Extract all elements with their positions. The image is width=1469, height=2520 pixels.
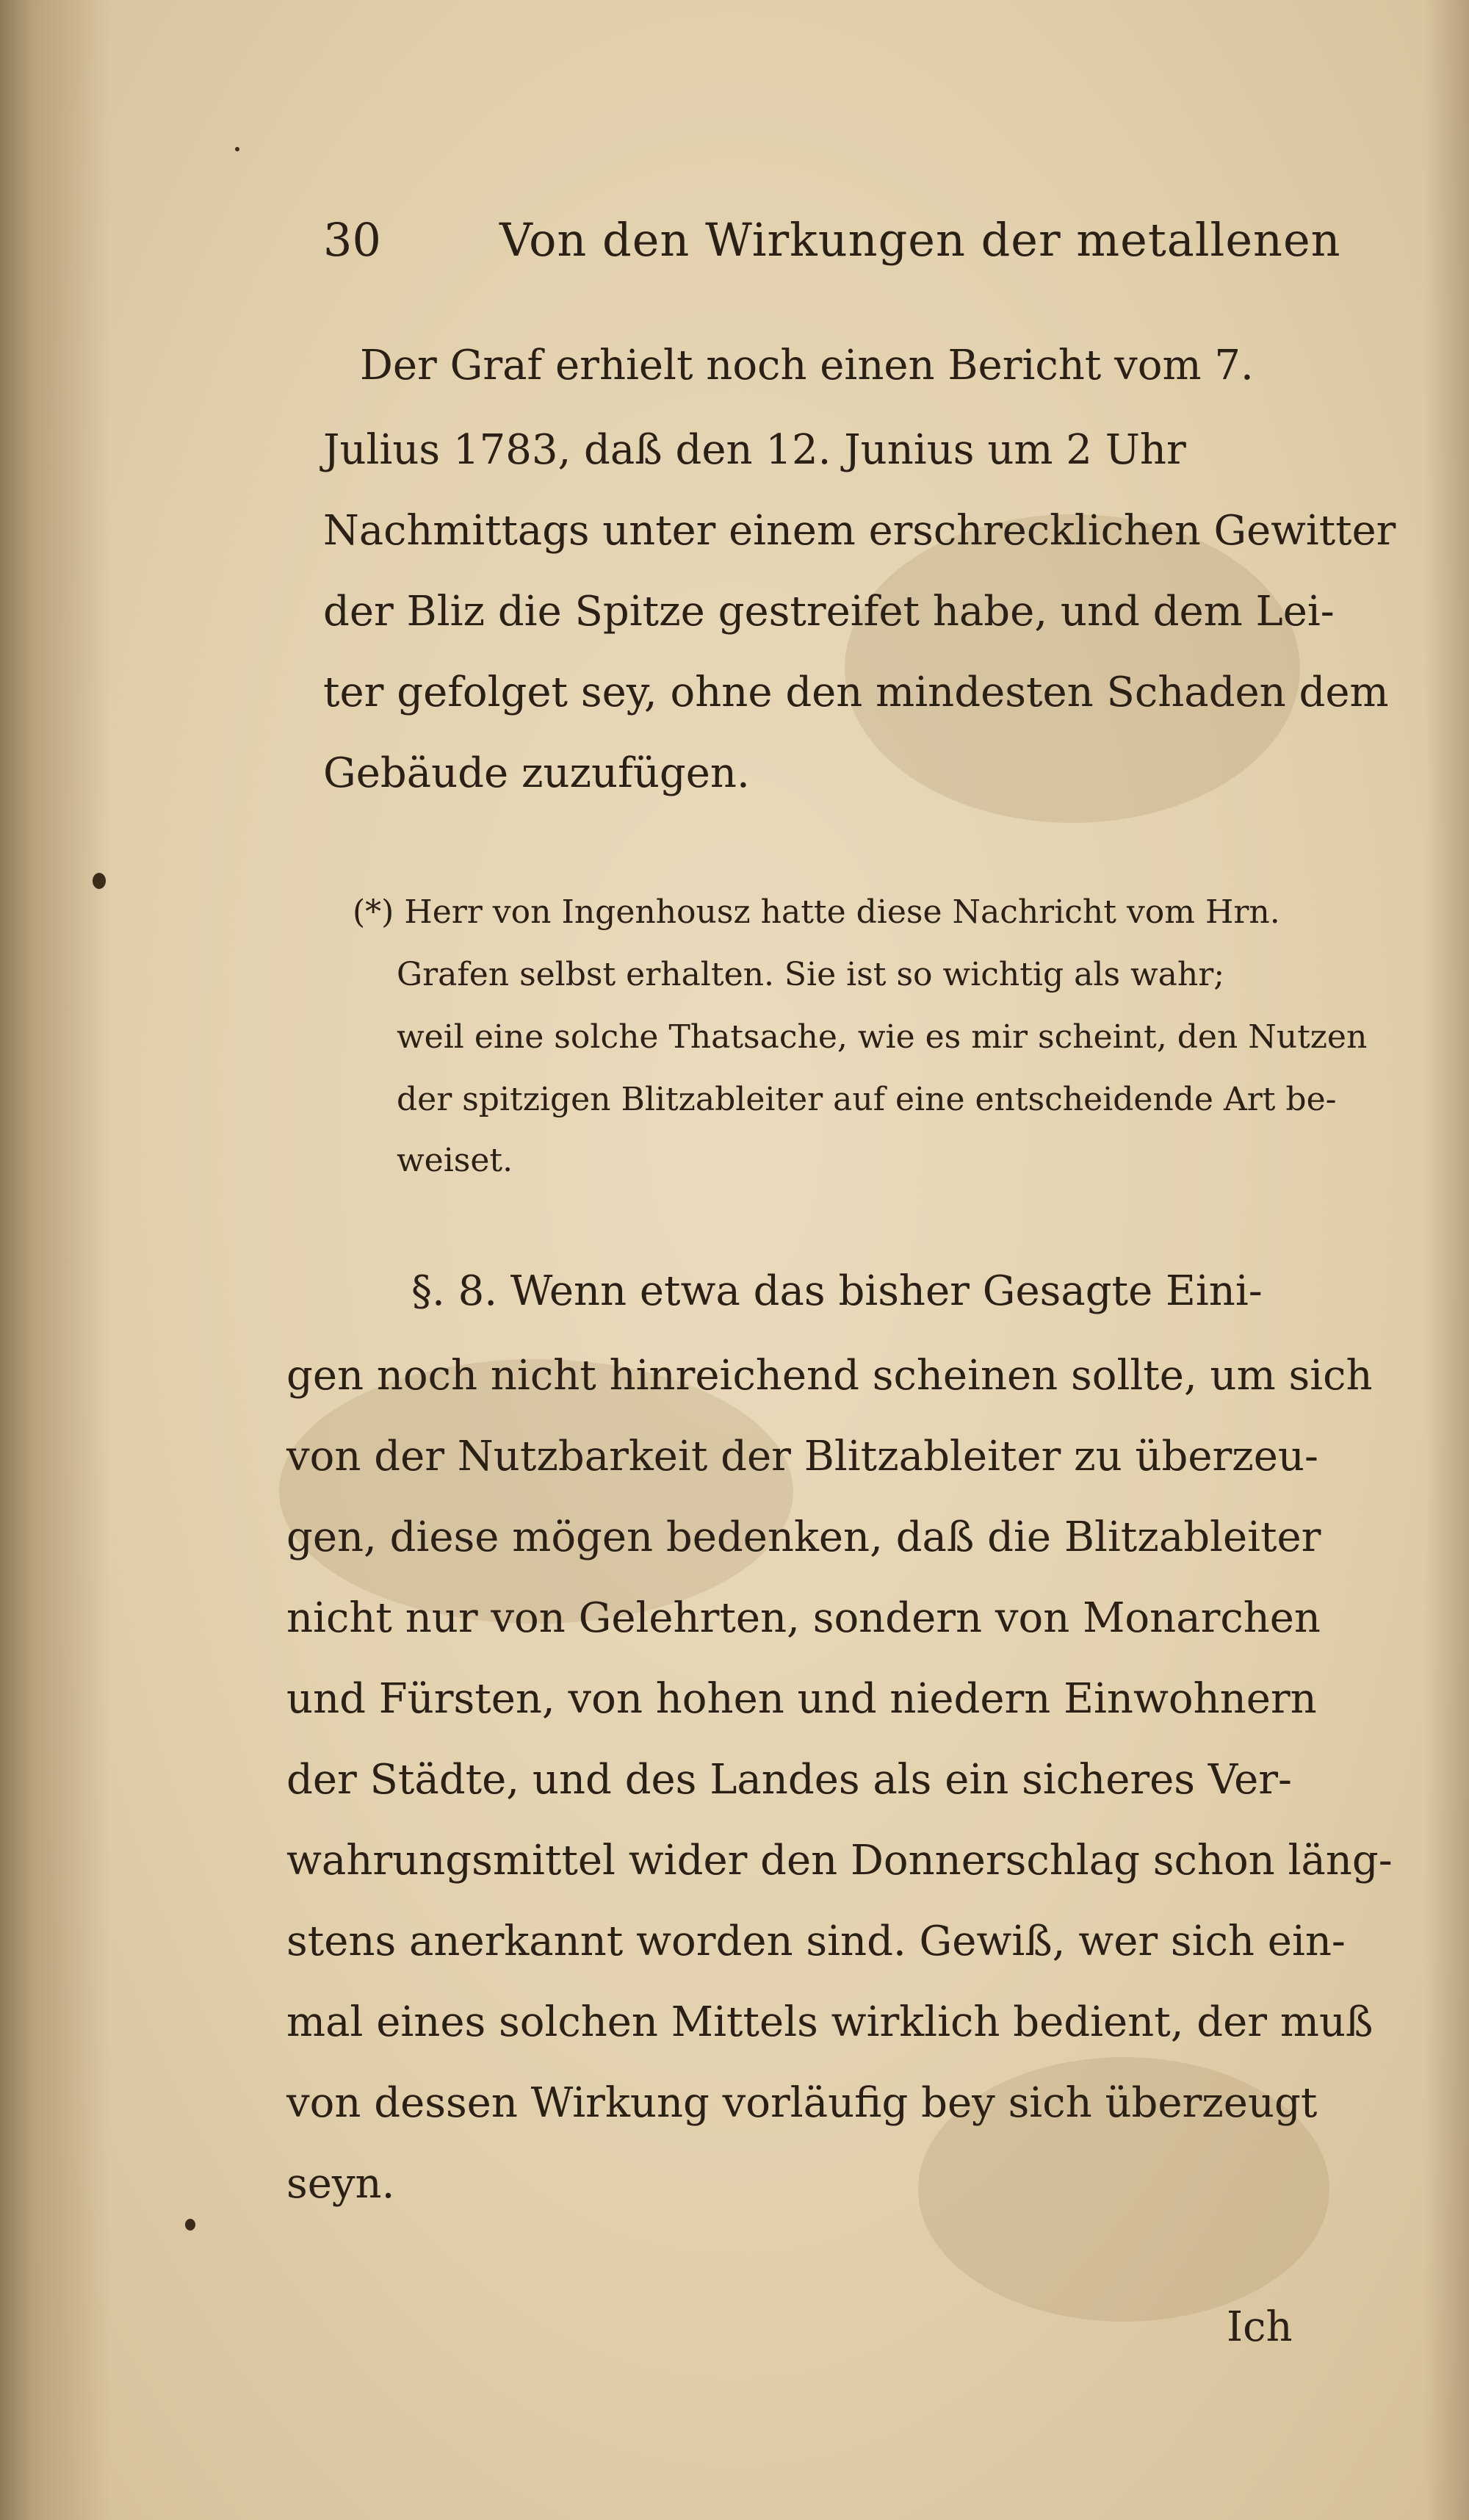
paragraph-1-line: Der Graf erhielt noch einen Bericht vom 7.	[360, 342, 1254, 389]
footnote-line: (*) Herr von Ingenhousz hatte diese Nachricht vom Hrn.	[353, 893, 1280, 931]
ink-spot	[235, 147, 239, 151]
paragraph-2-line: von der Nutzbarkeit der Blitzableiter zu überzeu-	[286, 1433, 1318, 1480]
paragraph-2-line: wahrungsmittel wider den Donnerschlag schon läng-	[286, 1837, 1393, 1884]
paragraph-1-line: der Bliz die Spitze gestreifet habe, und dem Lei-	[323, 588, 1335, 636]
paragraph-2-line: mal eines solchen Mittels wirklich bedient, der muß	[286, 1998, 1374, 2046]
footnote-line: weiset.	[397, 1142, 513, 1179]
paragraph-2-line: §. 8. Wenn etwa das bisher Gesagte Eini-	[411, 1267, 1263, 1315]
running-title: Von den Wirkungen der metallenen	[499, 213, 1341, 267]
ink-spot	[93, 873, 106, 889]
paragraph-1-line: Nachmittags unter einem erschrecklichen Gewitter	[323, 507, 1396, 555]
page-number: 30	[323, 213, 381, 267]
paragraph-1-line: Gebäude zuzufügen.	[323, 749, 750, 797]
paragraph-2-line: und Fürsten, von hohen und niedern Einwohnern	[286, 1675, 1317, 1723]
paragraph-2-line: von dessen Wirkung vorläufig bey sich überzeugt	[286, 2079, 1318, 2127]
footnote-line: weil eine solche Thatsache, wie es mir scheint, den Nutzen	[397, 1018, 1368, 1056]
paragraph-2-line: nicht nur von Gelehrten, sondern von Monarchen	[286, 1594, 1321, 1642]
paragraph-2-line: gen, diese mögen bedenken, daß die Blitzableiter	[286, 1513, 1321, 1561]
binding-shadow	[0, 0, 110, 2520]
footnote-line: Grafen selbst erhalten. Sie ist so wichtig als wahr;	[397, 956, 1225, 993]
page-edge-shadow	[1425, 0, 1469, 2520]
ink-spot	[185, 2219, 195, 2231]
footnote-line: der spitzigen Blitzableiter auf eine entscheidende Art be-	[397, 1081, 1337, 1118]
paragraph-2-line: gen noch nicht hinreichend scheinen sollte, um sich	[286, 1352, 1373, 1400]
paragraph-1-line: ter gefolget sey, ohne den mindesten Schaden dem	[323, 669, 1389, 716]
paragraph-1-line: Julius 1783, daß den 12. Junius um 2 Uhr	[323, 426, 1186, 474]
catchword: Ich	[1227, 2303, 1293, 2351]
paragraph-2-line: der Städte, und des Landes als ein sicheres Ver-	[286, 1756, 1292, 1804]
paragraph-2-line: stens anerkannt worden sind. Gewiß, wer sich ein-	[286, 1918, 1346, 1965]
paragraph-2-line: seyn.	[286, 2160, 395, 2208]
